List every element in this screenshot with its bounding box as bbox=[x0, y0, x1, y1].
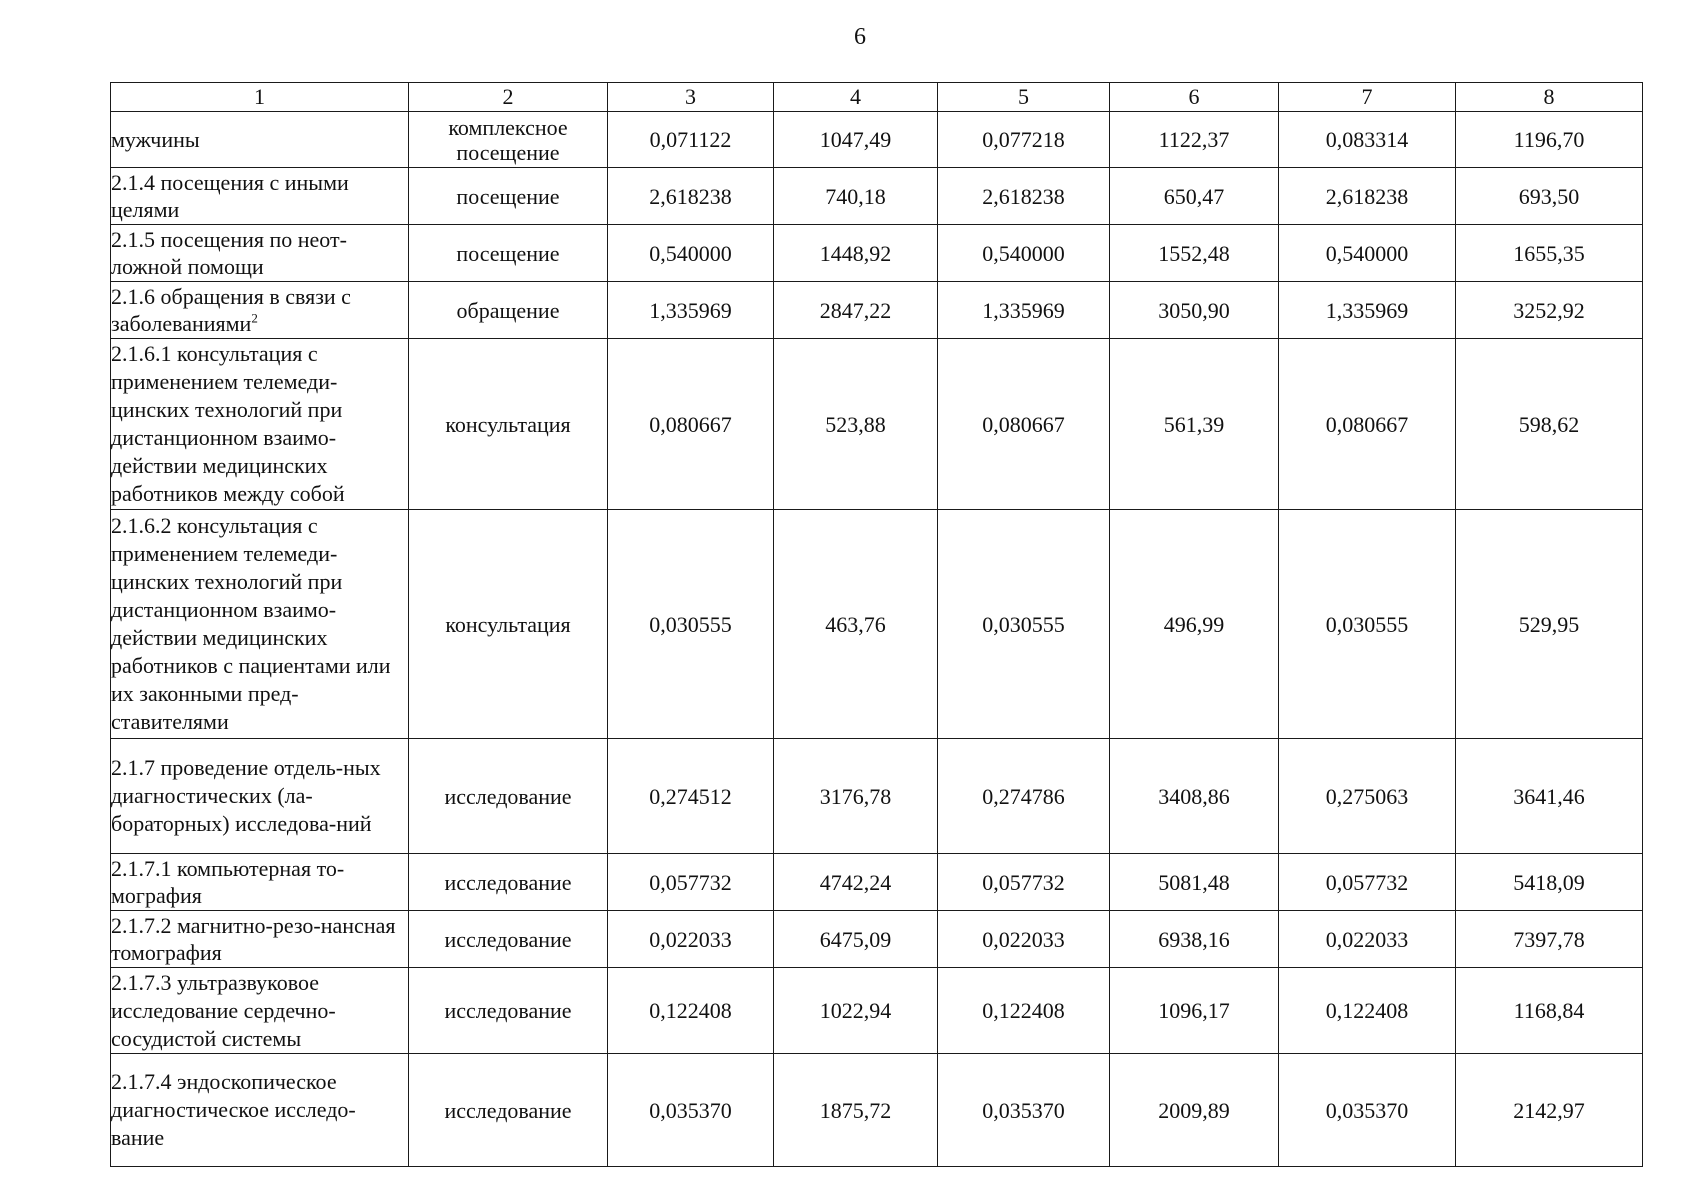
value-cell: 0,274786 bbox=[938, 739, 1110, 854]
row-unit: обращение bbox=[409, 282, 608, 339]
value-cell: 529,95 bbox=[1456, 510, 1643, 739]
row-name: 2.1.7.1 компьютерная то-мография bbox=[111, 854, 409, 911]
value-cell: 0,035370 bbox=[938, 1054, 1110, 1167]
row-name: 2.1.7.4 эндоскопическое диагностическое исследо-вание bbox=[111, 1054, 409, 1167]
value-cell: 0,022033 bbox=[608, 911, 774, 968]
column-number-header: 4 bbox=[774, 83, 938, 112]
table-row bbox=[111, 739, 1643, 854]
table-row bbox=[111, 225, 1643, 282]
value-cell: 1655,35 bbox=[1456, 225, 1643, 282]
value-cell: 0,122408 bbox=[1279, 968, 1456, 1054]
row-unit: исследование bbox=[409, 739, 608, 854]
row-unit: консультация bbox=[409, 510, 608, 739]
table-row bbox=[111, 112, 1643, 168]
value-cell: 3408,86 bbox=[1110, 739, 1279, 854]
value-cell: 0,057732 bbox=[938, 854, 1110, 911]
value-cell: 496,99 bbox=[1110, 510, 1279, 739]
footnote-marker: 2 bbox=[251, 310, 258, 326]
table-row bbox=[111, 1054, 1643, 1167]
value-cell: 2009,89 bbox=[1110, 1054, 1279, 1167]
value-cell: 740,18 bbox=[774, 168, 938, 225]
row-unit: исследование bbox=[409, 1054, 608, 1167]
row-unit: посещение bbox=[409, 225, 608, 282]
value-cell: 598,62 bbox=[1456, 339, 1643, 510]
row-unit: комплексное посещение bbox=[409, 112, 608, 168]
row-name: 2.1.5 посещения по неот-ложной помощи bbox=[111, 225, 409, 282]
row-unit: посещение bbox=[409, 168, 608, 225]
row-unit: исследование bbox=[409, 968, 608, 1054]
value-cell: 1552,48 bbox=[1110, 225, 1279, 282]
table-row bbox=[111, 911, 1643, 968]
value-cell: 0,030555 bbox=[1279, 510, 1456, 739]
row-name: 2.1.6.2 консультация с применением телемеди-цинских технологий при дистанционном взаимо-действии медицинских работников с пациентами или их законными пред-ставителями bbox=[111, 510, 409, 739]
value-cell: 0,275063 bbox=[1279, 739, 1456, 854]
value-cell: 523,88 bbox=[774, 339, 938, 510]
value-cell: 1,335969 bbox=[608, 282, 774, 339]
value-cell: 3252,92 bbox=[1456, 282, 1643, 339]
column-number-header: 5 bbox=[938, 83, 1110, 112]
value-cell: 2,618238 bbox=[608, 168, 774, 225]
value-cell: 6475,09 bbox=[774, 911, 938, 968]
value-cell: 2,618238 bbox=[938, 168, 1110, 225]
value-cell: 0,022033 bbox=[1279, 911, 1456, 968]
value-cell: 693,50 bbox=[1456, 168, 1643, 225]
value-cell: 1448,92 bbox=[774, 225, 938, 282]
row-name: 2.1.7.2 магнитно-резо-нансная томография bbox=[111, 911, 409, 968]
value-cell: 1096,17 bbox=[1110, 968, 1279, 1054]
value-cell: 561,39 bbox=[1110, 339, 1279, 510]
column-number-row bbox=[111, 83, 1643, 112]
value-cell: 0,083314 bbox=[1279, 112, 1456, 168]
value-cell: 0,022033 bbox=[938, 911, 1110, 968]
table-row bbox=[111, 168, 1643, 225]
value-cell: 463,76 bbox=[774, 510, 938, 739]
value-cell: 2847,22 bbox=[774, 282, 938, 339]
row-name: 2.1.6.1 консультация с применением телемеди-цинских технологий при дистанционном взаимо-действии медицинских работников между собой bbox=[111, 339, 409, 510]
value-cell: 6938,16 bbox=[1110, 911, 1279, 968]
value-cell: 0,080667 bbox=[608, 339, 774, 510]
value-cell: 1875,72 bbox=[774, 1054, 938, 1167]
value-cell: 1022,94 bbox=[774, 968, 938, 1054]
value-cell: 0,071122 bbox=[608, 112, 774, 168]
value-cell: 7397,78 bbox=[1456, 911, 1643, 968]
value-cell: 2,618238 bbox=[1279, 168, 1456, 225]
column-number-header: 8 bbox=[1456, 83, 1643, 112]
column-number-header: 6 bbox=[1110, 83, 1279, 112]
value-cell: 0,540000 bbox=[938, 225, 1110, 282]
row-name-text: 2.1.6 обращения в связи с заболеваниями bbox=[111, 284, 351, 336]
value-cell: 0,122408 bbox=[938, 968, 1110, 1054]
table-row bbox=[111, 510, 1643, 739]
tariff-table bbox=[110, 82, 1643, 1167]
table-row bbox=[111, 968, 1643, 1054]
value-cell: 1047,49 bbox=[774, 112, 938, 168]
value-cell: 1122,37 bbox=[1110, 112, 1279, 168]
row-unit: исследование bbox=[409, 854, 608, 911]
value-cell: 2142,97 bbox=[1456, 1054, 1643, 1167]
value-cell: 1168,84 bbox=[1456, 968, 1643, 1054]
value-cell: 0,035370 bbox=[608, 1054, 774, 1167]
table-row bbox=[111, 282, 1643, 339]
row-name: 2.1.4 посещения с иными целями bbox=[111, 168, 409, 225]
row-name: 2.1.7.3 ультразвуковое исследование сердечно-сосудистой системы bbox=[111, 968, 409, 1054]
row-unit: консультация bbox=[409, 339, 608, 510]
value-cell: 0,540000 bbox=[1279, 225, 1456, 282]
value-cell: 3050,90 bbox=[1110, 282, 1279, 339]
row-name: 2.1.7 проведение отдель-ных диагностических (ла-бораторных) исследова-ний bbox=[111, 739, 409, 854]
value-cell: 0,035370 bbox=[1279, 1054, 1456, 1167]
column-number-header: 3 bbox=[608, 83, 774, 112]
value-cell: 0,080667 bbox=[938, 339, 1110, 510]
value-cell: 4742,24 bbox=[774, 854, 938, 911]
value-cell: 0,030555 bbox=[608, 510, 774, 739]
value-cell: 1,335969 bbox=[1279, 282, 1456, 339]
value-cell: 5418,09 bbox=[1456, 854, 1643, 911]
value-cell: 0,030555 bbox=[938, 510, 1110, 739]
value-cell: 0,122408 bbox=[608, 968, 774, 1054]
value-cell: 0,057732 bbox=[608, 854, 774, 911]
value-cell: 0,080667 bbox=[1279, 339, 1456, 510]
column-number-header: 2 bbox=[409, 83, 608, 112]
row-name bbox=[111, 282, 409, 339]
table-row bbox=[111, 854, 1643, 911]
value-cell: 1,335969 bbox=[938, 282, 1110, 339]
value-cell: 1196,70 bbox=[1456, 112, 1643, 168]
row-unit: исследование bbox=[409, 911, 608, 968]
page-number: 6 bbox=[854, 24, 866, 50]
column-number-header: 7 bbox=[1279, 83, 1456, 112]
table-row bbox=[111, 339, 1643, 510]
value-cell: 0,077218 bbox=[938, 112, 1110, 168]
row-name: мужчины bbox=[111, 112, 409, 168]
value-cell: 650,47 bbox=[1110, 168, 1279, 225]
value-cell: 3641,46 bbox=[1456, 739, 1643, 854]
value-cell: 0,057732 bbox=[1279, 854, 1456, 911]
value-cell: 3176,78 bbox=[774, 739, 938, 854]
value-cell: 5081,48 bbox=[1110, 854, 1279, 911]
value-cell: 0,274512 bbox=[608, 739, 774, 854]
column-number-header: 1 bbox=[111, 83, 409, 112]
value-cell: 0,540000 bbox=[608, 225, 774, 282]
